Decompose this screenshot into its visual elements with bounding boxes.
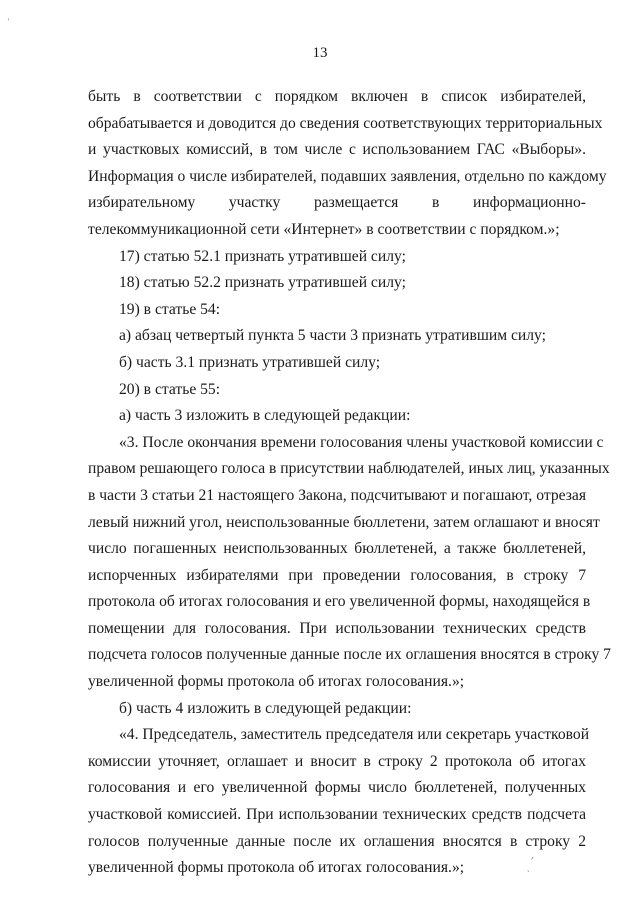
text-line: избирательному участку размещается в информационно- (88, 194, 586, 212)
text-line: б) часть 3.1 признать утратившей силу; (119, 353, 381, 371)
document-body (88, 84, 611, 882)
text-line: левый нижний угол, неиспользованные бюллетени, затем оглашают и вносят (88, 513, 600, 531)
text-line: 20) в статье 55: (119, 380, 221, 398)
text-line: число погашенных неиспользованных бюллетеней, а также бюллетеней, (88, 540, 586, 558)
text-line: обрабатывается и доводится до сведения соответствующих территориальных (88, 114, 603, 132)
text-line: 18) статью 52.2 признать утратившей силу; (119, 274, 406, 292)
text-line: протокола об итогах голосования и его увеличенной формы, находящейся в (88, 593, 591, 611)
text-line: правом решающего голоса в присутствии наблюдателей, иных лиц, указанных (88, 460, 610, 478)
text-line: голосов полученные данные после их оглашения вносятся в строку 2 (88, 832, 586, 850)
text-line: помещении для голосования. При использовании технических средств (88, 619, 586, 637)
text-line: а) часть 3 изложить в следующей редакции: (119, 407, 411, 425)
text-line: а) абзац четвертый пункта 5 части 3 признать утратившим силу; (119, 327, 546, 345)
text-line: «3. После окончания времени голосования члены участковой комиссии с (119, 433, 604, 451)
text-line: увеличенной формы протокола об итогах голосования.»; (88, 673, 465, 691)
text-line: и участковых комиссий, в том числе с использованием ГАС «Выборы». (88, 141, 586, 159)
text-line: 19) в статье 54: (119, 300, 221, 318)
page-number: 13 (312, 45, 328, 61)
text-line: в части 3 статьи 21 настоящего Закона, подсчитывают и погашают, отрезая (88, 486, 586, 504)
text-line: комиссии уточняет, оглашает и вносит в строку 2 протокола об итогах (88, 752, 586, 770)
text-line: подсчета голосов полученные данные после их оглашения вносятся в строку 7 (88, 646, 611, 664)
text-line: «4. Председатель, заместитель председателя или секретарь участковой (119, 726, 590, 744)
text-line: голосования и его увеличенной формы число бюллетеней, полученных (88, 779, 586, 797)
text-line: телекоммуникационной сети «Интернет» в соответствии с порядком.»; (88, 220, 560, 238)
text-line: быть в соответствии с порядком включен в список избирателей, (88, 88, 586, 105)
text-line: участковой комиссией. При использовании технических средств подсчета (88, 806, 586, 824)
text-line: увеличенной формы протокола об итогах голосования.»; (88, 859, 465, 877)
text-line: 17) статью 52.1 признать утратившей силу; (119, 247, 406, 265)
text-line: б) часть 4 изложить в следующей редакции: (119, 699, 412, 717)
scan-artifact-mark: ˌ ˊ (521, 855, 539, 874)
text-line: испорченных избирателями при проведении голосования, в строку 7 (88, 566, 586, 584)
scan-artifact-mark: ˈ (6, 17, 11, 32)
text-line: Информация о числе избирателей, подавших заявления, отдельно по каждому (88, 167, 607, 185)
